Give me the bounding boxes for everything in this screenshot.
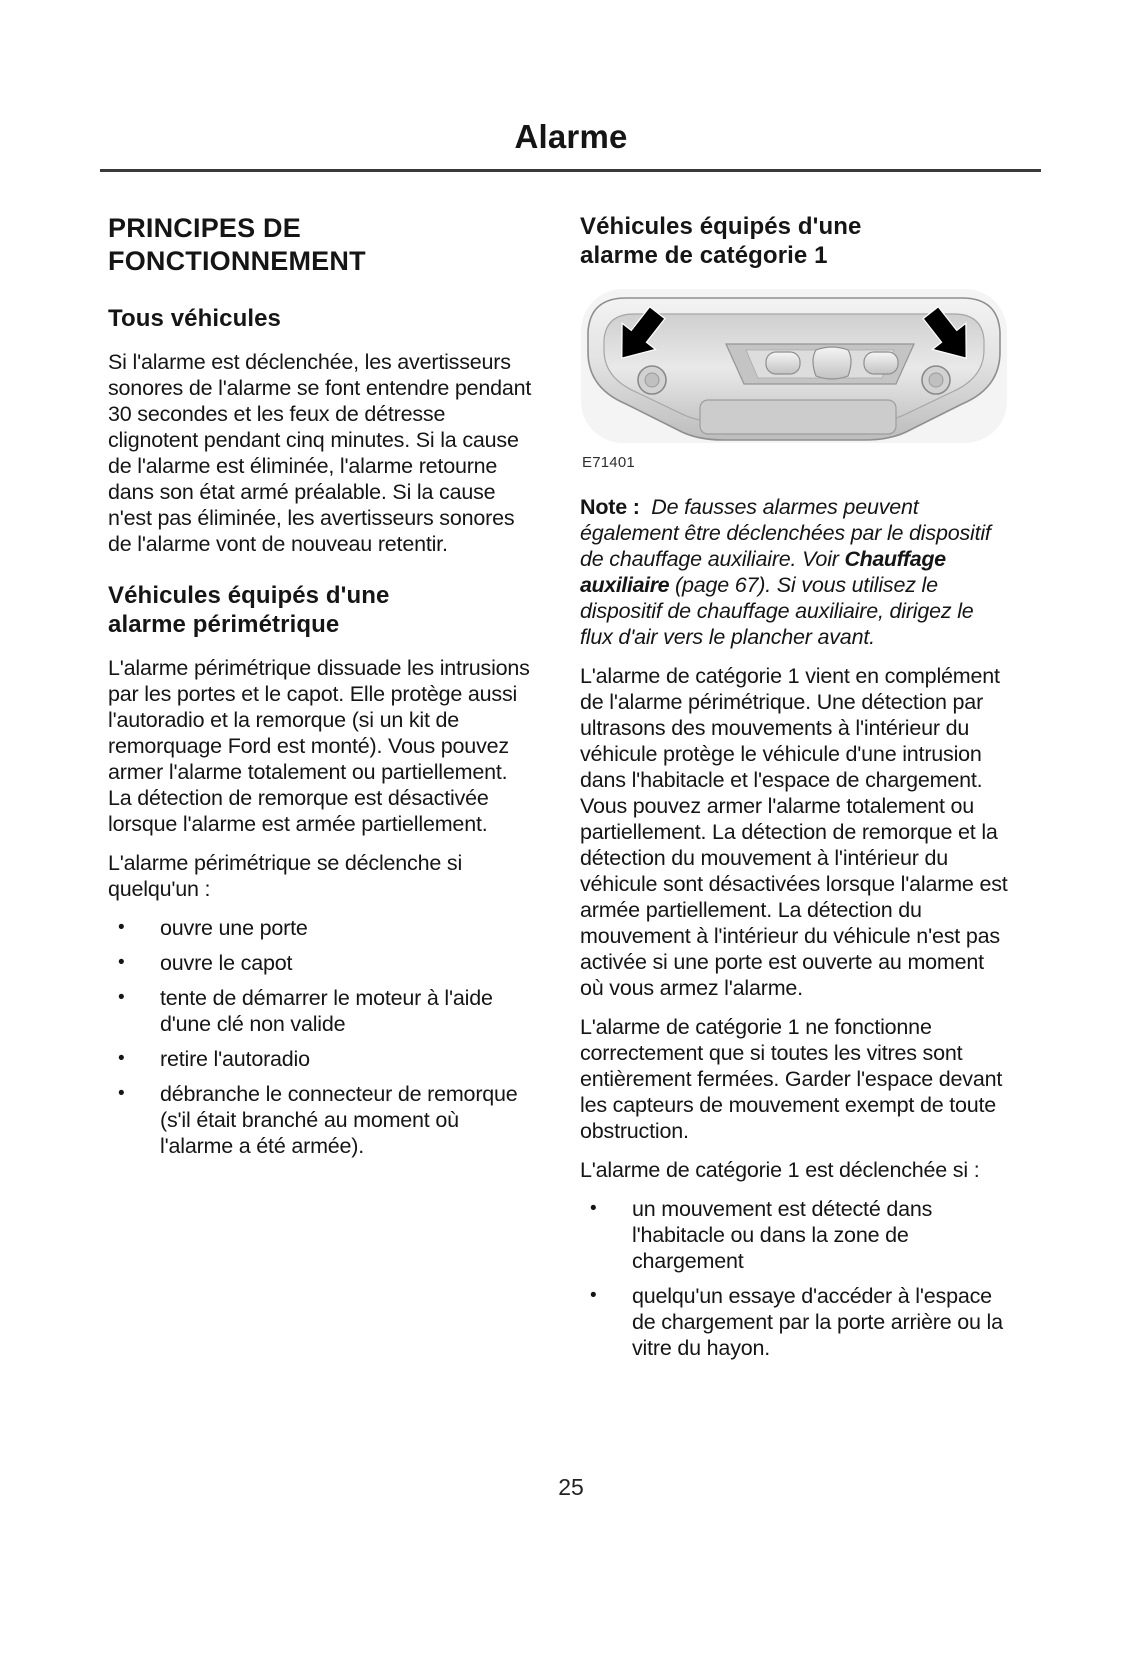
console-button-left [766,352,800,374]
subheading-line1: Véhicules équipés d'une [108,582,390,609]
page-content [108,212,1048,1371]
roof-console-figure [580,288,1008,450]
paragraph-categorie1-3: L'alarme de catégorie 1 est déclenchée si : [580,1158,980,1182]
console-button-right [864,352,898,374]
list-item-text: retire l'autoradio [160,1047,310,1071]
section-heading-line1: PRINCIPES DE [108,213,301,243]
list-item [108,1046,536,1072]
right-column [580,212,1008,1371]
right-sensor-core [929,373,943,387]
list-item [580,1283,1008,1361]
subheading-alarme-perimetrique [108,581,536,639]
subheading-tous-vehicules: Tous véhicules [108,305,282,332]
list-item [108,950,536,976]
console-button-center [813,347,851,379]
category1-trigger-list [580,1196,1008,1361]
left-column [108,212,536,1371]
section-heading-principes [108,212,536,278]
left-sensor-core [645,373,659,387]
paragraph-tous-vehicules: Si l'alarme est déclenchée, les avertisseurs sonores de l'alarme se font entendre pendant 30 secondes et les feux de détresse clignotent pendant cinq minutes. Si la cause de l'alarme est éliminée, l'alarme retourne dans son état armé préalable. Si la cause n'est pas éliminée, les avertisseurs sonores de l'alarme vont de nouveau retentir. [108,350,532,556]
bullet-icon: • [590,1285,597,1306]
note-label: Note : [580,495,640,519]
list-item [580,1196,1008,1274]
note-text-after: (page 67). Si vous utilisez le dispositif de chauffage auxiliaire, dirigez le flux d'air vers le plancher avant. [580,573,974,649]
section-heading-line2: FONCTIONNEMENT [108,246,366,276]
subheading-line2: alarme périmétrique [108,611,340,638]
bullet-icon: • [590,1198,597,1219]
paragraph-perimetrique-2: L'alarme périmétrique se déclenche si quelqu'un : [108,851,463,901]
note-cross-reference: Chauffage auxiliaire [580,547,946,597]
list-item-text: débranche le connecteur de remorque (s'il était branché au moment où l'alarme a été armée). [160,1082,518,1158]
list-item [108,1081,536,1159]
bullet-icon: • [118,917,125,938]
list-item [108,985,536,1037]
header-rule [100,169,1041,172]
list-item-text: un mouvement est détecté dans l'habitacle ou dans la zone de chargement [632,1197,933,1273]
bullet-icon: • [118,987,125,1008]
subheading-alarme-categorie-1 [580,212,1008,270]
bullet-icon: • [118,1048,125,1069]
subheading-line1: Véhicules équipés d'une [580,213,862,240]
paragraph-categorie1-2: L'alarme de catégorie 1 ne fonctionne correctement que si toutes les vitres sont entièrement fermées. Garder l'espace devant les capteurs de mouvement exempt de toute obstruction. [580,1015,1003,1143]
paragraph-categorie1-1: L'alarme de catégorie 1 vient en complément de l'alarme périmétrique. Une détection par ultrasons des mouvements à l'intérieur du véhicule protège le véhicule d'une intrusion dans l'habitacle et l'espace de chargement. Vous pouvez armer l'alarme totalement ou partiellement. La détection de remorque et la détection du mouvement à l'intérieur du véhicule sont désactivées lorsque l'alarme est armée partiellement. La détection du mouvement à l'intérieur du véhicule n'est pas activée si une porte est ouverte au moment où vous armez l'alarme. [580,664,1008,1000]
list-item-text: ouvre une porte [160,916,308,940]
page-number: 25 [558,1474,584,1500]
note-paragraph [580,494,1008,650]
subheading-line2: alarme de catégorie 1 [580,242,828,269]
list-item-text: quelqu'un essaye d'accéder à l'espace de chargement par la porte arrière ou la vitre du hayon. [632,1284,1003,1360]
note-text-before: De fausses alarmes peuvent également être déclenchées par le dispositif de chauffage auxiliaire. Voir [580,495,991,571]
bullet-icon: • [118,1083,125,1104]
console-lens-panel [700,400,896,434]
paragraph-perimetrique-1: L'alarme périmétrique dissuade les intrusions par les portes et le capot. Elle protège aussi l'autoradio et la remorque (si un kit de remorquage Ford est monté). Vous pouvez armer l'alarme totalement ou partiellement. La détection de remorque est désactivée lorsque l'alarme est armée partiellement. [108,656,530,836]
list-item-text: tente de démarrer le moteur à l'aide d'une clé non valide [160,986,493,1036]
list-item [108,915,536,941]
page-title: Alarme [514,118,628,155]
list-item-text: ouvre le capot [160,951,293,975]
note-spacer [640,495,652,519]
figure-caption: E71401 [582,454,635,471]
perimeter-trigger-list [108,915,536,1159]
bullet-icon: • [118,952,125,973]
